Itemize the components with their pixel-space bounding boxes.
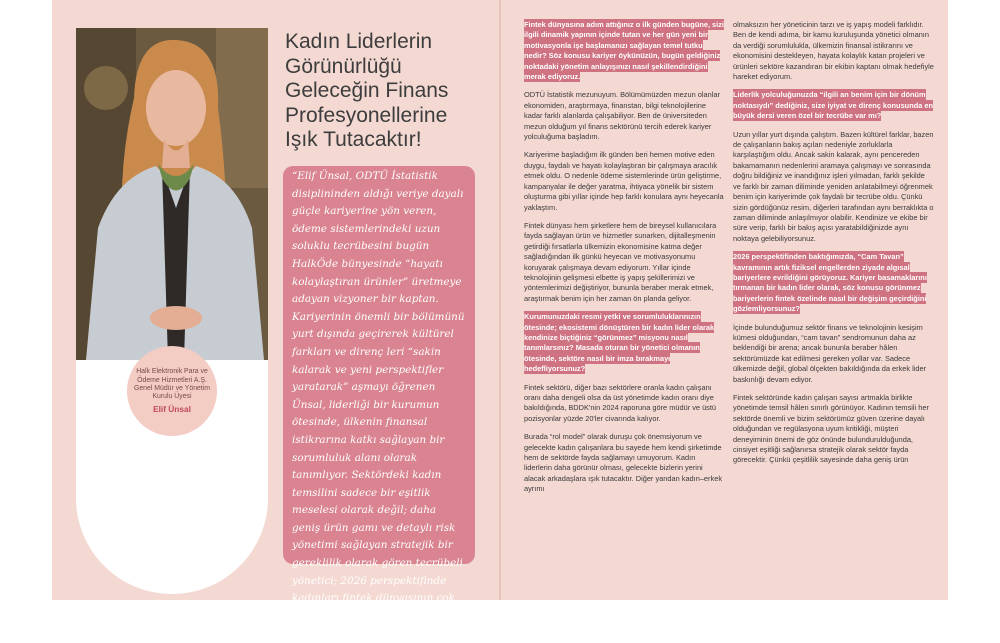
portrait-photo xyxy=(76,28,268,360)
pull-quote-text: “Elif Ünsal, ODTÜ İstatistik disiplininden aldığı veriye dayalı güçle kariyerine yön veren, ödeme sistemlerindeki uzun soluklu tecrübesini bugün HalkÖde bünyesinde “hayatı kolaylaştıran ürünler” üretmeye adayan vizyoner bir kaptan. Kariyerinin önemli bir bölümünü yurt dışında geçirerek kültürel farkları ve direnç leri “sakin kalarak ve yeni perspektifler yaratarak” aşmayı öğrenen Ünsal, liderliği bir kurumun ötesinde, ülkenin finansal istikrarına katkı sağlayan bir sorumluluk alanı olarak tanımlıyor. Sektördeki kadın temsilini sadece bir eşitlik meselesi olarak değil; daha geniş ürün gamı ve detaylı risk yönetimi sağlayan stratejik bir gereklilik olarak gören tecrübeli yönetici; 2026 perspektifinde kadınları fintek dünyasının çok katmanlı ve sarsılmaz itici gücü olarak konumlandırıyor.” xyxy=(292,170,465,640)
answer-paragraph: Fintek sektöründe kadın çalışan sayısı artmakla birlikte yönetimde temsil hâlen sınırlı görünüyor. Kadının temsili her sektörde önemli ve bizim sektörümüz güven üzerine dayalı olduğundan ve regülasyona uyum kritikliği, müşteri deneyiminin önemi de göz önünde bulundurulduğunda, cinsiyet eşitliği sağlanırsa stratejik olarak sektör fayda görecektir. Çünkü çeşitlilik sayesinde daha geniş ürün xyxy=(733,393,929,465)
answer-paragraph: olmaksızın her yöneticinin tarzı ve iş yapış modeli farklıdır. Ben de kendi adıma, bir kamu kuruluşunda yönetici olmanın da verdiği sorumlulukla, ülkemizin finansal istikrarını ve ekonomisini destekleyen, hayata kolaylık katan projeleri ve ürünleri sektöre kazandıran bir ekibin kaptanı olmak hedefiyle hareket ediyorum. xyxy=(733,20,934,82)
answer-paragraph: Fintek dünyası hem şirketlere hem de bireysel kullanıcılara fayda sağlayan ürün ve hizmetler sunarken, dijitalleşmenin getirdiği fırsatlarla ülkemizin ekonomisine katma değer sağladığından ilk günkü heyecan ve motivasyonumu koruyarak çalışmaya devam ediyorum. Yıllar içinde teknolojinin gelişmesi elbette iş yapış şekillerimizi ve yöntemlerimizi değiştiriyor, bununla beraber merak etmek, araştırmak benim için her zaman ön planda geliyor. xyxy=(524,220,717,303)
article-headline: Kadın Liderlerin Görünürlüğü Geleceğin Finans Profesyonellerine Işık Tutacaktır! xyxy=(285,30,449,151)
answer-paragraph: ODTÜ İstatistik mezunuyum. Bölümümüzden mezun olanlar ekonomiden, araştırmaya, finanstan, bilgi teknolojilerine kadar farklı alanlarda çalışabiliyor. Ben de üniversiteden mezun olduğum yıl finans sektörünü tercih ederek kariyer yolculuğuma başladım. xyxy=(524,90,720,142)
pull-quote-box xyxy=(283,166,475,640)
answer-paragraph: Uzun yıllar yurt dışında çalıştım. Bazen kültürel farklar, bazen de çalışanların bakış açıları nedeniyle zorluklarla karşılaştığım oldu. Ancak sakin kalarak, aynı pencereden bakamamanın nedenlerini aramaya çalışmayı ve sonrasında doğru bildiğiniz ve inandığınız işleri yılmadan, farklı şekilde ve farklı bir zaman diliminde yeniden anlatabilmeyi öğrenmek benim için kariyerimde çok faydalı bir tecrübe oldu. Çünkü sizin gördüğünüz resim, diğerleri tarafından aynı berraklıkta o zaman diliminde anlaşılmıyor olabilir. Kendinize ve ekibe bir süre verip, farklı bir bakış açısı yaratabildiğinizde aynı noktaya gelebiliyorsunuz. xyxy=(733,129,934,243)
text-column-a xyxy=(524,20,725,503)
answer-paragraph: Burada “rol model” olarak duruşu çok önemsiyorum ve gelecekte kadın çalışanlara bu sayede hem kendi şirketimde hem de sektörde fayda sağlamayı umuyorum. Kadın liderlerin daha görünür olması, gelecekte bizlerin yerini alacak arkadaşlara ışık tutacaktır. Diğer yandan kadın–erkek ayrımı xyxy=(524,432,723,494)
interview-question: Fintek dünyasına adım attığınız o ilk günden bugüne, sizi ilgili dinamik yapının içinde tutan ve her gün yeni bir motivasyonla işe başlamanızı sağlayan temel tutku nedir? Söz konusu kariyer öykünüzün, bugün geldiğiniz noktadaki yönetim anlayışınızı nasıl şekillendirdiğini merak ediyoruz. xyxy=(524,20,724,82)
interview-question: Kurumunuzdaki resmi yetki ve sorumluluklarınızın ötesinde; ekosistemi dönüştüren bir kadın lider olarak kendinize biçtiğiniz “görünmez” misyonu nasıl tanımlarsınız? Masada oturan bir yönetici olmanın ötesinde, sektöre nasıl bir imza bırakmayı hedefliyorsunuz? xyxy=(524,312,715,374)
caption-role: Halk Elektronik Para ve Ödeme Hizmetleri A.Ş. Genel Müdür ve Yönetim Kurulu Üyesi xyxy=(133,368,211,401)
answer-paragraph: Kariyerime başladığım ilk günden beri hemen motive eden duygu, faydalı ve hayatı kolaylaştıran bir çalışmaya aracılık etmek oldu. O nedenle ödeme sistemlerinde ürün geliştirme, kampanyalar ile değer yaratma, ihtiyaca yönelik bir sistem oluşturma gibi yıllar içinde hep farklı konulara aynı heyecanla yaklaştım. xyxy=(524,150,724,212)
photo-caption xyxy=(127,346,217,436)
answer-paragraph: Fintek sektörü, diğer bazı sektörlere oranla kadın çalışanı oranı daha dengeli olsa da üst yönetimde kadın oranı diye bakıldığında, BDDK'nin 2024 raporuna göre müdür ve üstü pozisyonlar yüzde 20'ler civarında kalıyor. xyxy=(524,382,717,423)
interview-question: 2026 perspektifinden baktığımızda, “Cam Tavan” kavramının artık fiziksel engellerden ziyade algısal bariyerlere evrildiğini görüyoruz. Kariyer basamaklarını tırmanan bir kadın lider olarak, söz konusu görünmez bariyerlerin fintek özelinde nasıl bir değişim geçirdiğini gözlemliyorsunuz? xyxy=(733,252,927,314)
answer-paragraph: İçinde bulunduğumuz sektör finans ve teknolojinin kesişim kümesi olduğundan, “cam tavan” sendromunun daha az beklendiği bir arena; ancak bununla beraber hâlen sektörümüzde kat edilmesi gereken yollar var. Sadece ülkemizde değil, global ölçekten bakıldığında da erkek lider baskınlığı devam ediyor. xyxy=(733,322,927,384)
interview-question: Liderlik yolculuğunuzda “ilgili an benim için bir dönüm noktasıydı” dediğiniz, size iyiyat ve direnç konusunda en büyük dersi veren özel bir tecrübe var mı? xyxy=(733,90,934,121)
page-gutter xyxy=(499,0,501,600)
caption-name: Elif Ünsal xyxy=(153,403,191,414)
text-column-b xyxy=(733,20,934,474)
